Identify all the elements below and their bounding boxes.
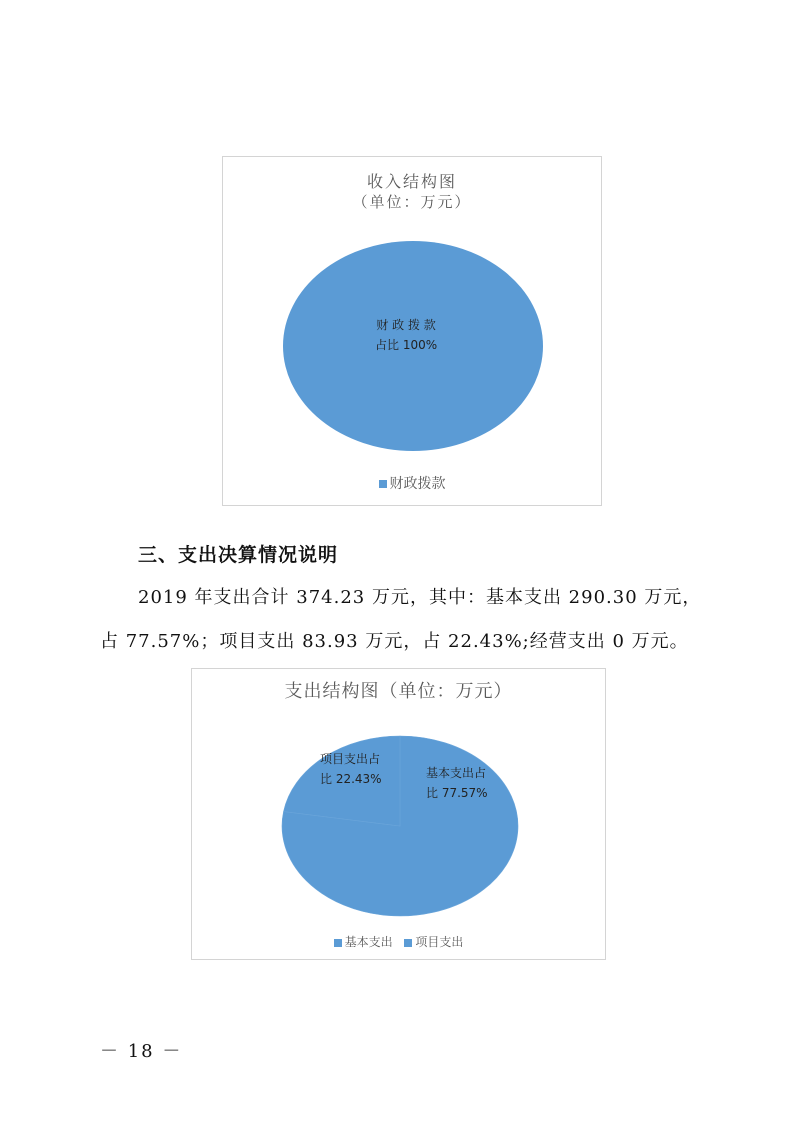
slice-label-line1: 基本支出占: [426, 766, 487, 780]
slice-label-line1: 财 政 拨 款: [376, 318, 436, 332]
expenditure-paragraph-line2: 占 77.57%；项目支出 83.93 万元，占 22.43%;经营支出 0 万元。: [100, 631, 689, 652]
income-chart-title: 收入结构图: [366, 172, 457, 191]
legend-label: 项目支出: [415, 935, 464, 949]
slice-label-line1: 项目支出占: [320, 752, 381, 766]
slice-label-line2: 占比 100%: [375, 338, 438, 352]
expenditure-chart-title: 支出结构图（单位：万元）: [284, 681, 513, 702]
slice-label-line2: 比 22.43%: [320, 772, 382, 786]
section-heading: 三、支出决算情况说明: [138, 544, 339, 566]
legend-item-basic-expenditure: [334, 933, 393, 950]
income-chart-subtitle: （单位：万元）: [352, 193, 472, 211]
income-chart-legend: [223, 473, 601, 493]
legend-item-fiscal-allocation: [379, 473, 446, 493]
legend-swatch: [404, 939, 412, 947]
legend-label: 基本支出: [344, 935, 393, 949]
expenditure-chart-legend: [192, 933, 605, 950]
income-pie-chart: [222, 156, 602, 506]
slice-label-line2: 比 77.57%: [426, 786, 488, 800]
slice-label-fiscal-allocation: [375, 315, 437, 355]
legend-item-project-expenditure: [404, 933, 463, 950]
expenditure-paragraph-line1: 2019 年支出合计 374.23 万元，其中：基本支出 290.30 万元，: [138, 587, 702, 608]
slice-label-basic-expenditure: [426, 763, 488, 803]
expenditure-pie-svg: [192, 669, 607, 961]
legend-label: 财政拨款: [389, 476, 446, 492]
legend-swatch: [379, 480, 387, 488]
expenditure-pie-chart: [191, 668, 606, 960]
slice-label-project-expenditure: [320, 749, 382, 789]
page-number: － 18 －: [100, 1041, 183, 1062]
legend-swatch: [334, 939, 342, 947]
